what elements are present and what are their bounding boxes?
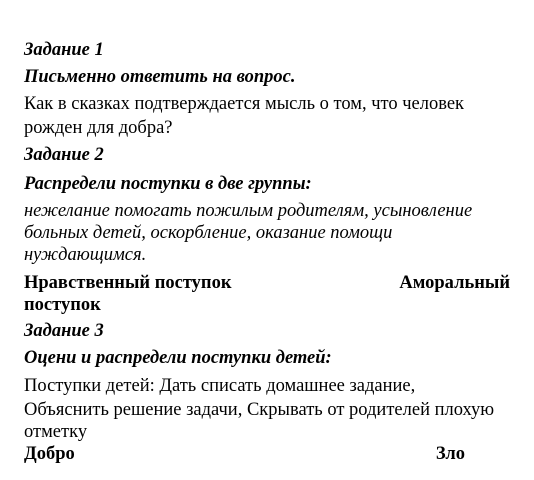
task1-instruction: Письменно ответить на вопрос. (24, 67, 296, 87)
task1-heading: Задание 1 (24, 40, 104, 60)
group-moral-label-cont: поступок (24, 295, 101, 315)
task3-instruction: Оцени и распредели поступки детей: (24, 348, 332, 368)
task3-items-line2: Объяснить решение задачи, Скрывать от родителей плохую (24, 400, 495, 420)
task2-items-line1: нежелание помогать пожилым родителям, усыновление (24, 201, 473, 221)
task2-items-line2: больных детей, оскорбление, оказание помощи (24, 223, 393, 243)
column-good-label: Добро (24, 444, 75, 464)
task3-items-line1: Поступки детей: Дать списать домашнее задание, (24, 376, 416, 396)
task2-instruction: Распредели поступки в две группы: (24, 174, 312, 194)
task1-question-line2: рожден для добра? (24, 118, 173, 138)
column-evil-label: Зло (435, 444, 465, 464)
task1-question-line1: Как в сказках подтверждается мысль о том, что человек (24, 94, 465, 114)
group-immoral-label: Аморальный (399, 273, 510, 293)
task3-items-line3: отметку (24, 422, 88, 442)
group-moral-label: Нравственный поступок (24, 273, 232, 293)
task2-heading: Задание 2 (24, 145, 104, 165)
task3-heading: Задание 3 (24, 321, 104, 341)
task2-items-line3: нуждающимся. (24, 245, 147, 265)
task3-columns-row (24, 443, 465, 465)
task2-groups-row (24, 272, 510, 294)
